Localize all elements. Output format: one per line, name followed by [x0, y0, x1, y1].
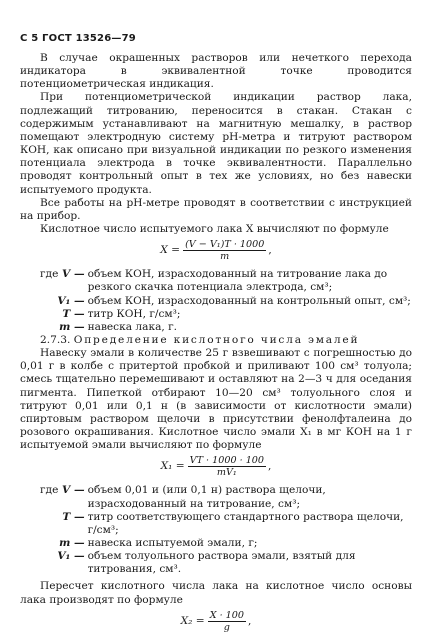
- section-heading: [20, 334, 412, 347]
- formula-numerator: VT · 1000 · 100: [189, 455, 265, 467]
- definition-text: навеска лака, г.: [87, 320, 178, 333]
- formula-numerator: (V − V₁)T · 1000: [185, 239, 265, 251]
- formula-lhs: X =: [160, 244, 181, 257]
- definition-symbol: m —: [59, 320, 85, 333]
- definition-where: где: [40, 484, 59, 497]
- page-header: С 5 ГОСТ 13526—79: [20, 33, 136, 44]
- definition-text: объем КОН, израсходованный на контрольный опыт, см³;: [87, 294, 411, 307]
- definition-text: титр КОН, г/см³;: [87, 307, 181, 320]
- formula-denominator: m: [220, 251, 230, 263]
- definition-symbol-text: V —: [62, 484, 85, 497]
- definition-symbol: T —: [62, 510, 85, 523]
- formula-lhs: X₂ =: [180, 614, 205, 627]
- paragraph-acid-number-lacquer: Кислотное число испытуемого лака X вычисляют по формуле: [40, 223, 389, 236]
- formula-acid-number-lacquer: [20, 239, 412, 262]
- formula-fraction: [183, 239, 266, 262]
- definition-symbol: m —: [59, 537, 85, 549]
- definition-symbol: T —: [62, 307, 85, 320]
- paragraph-colored-solutions: В случае окрашенных растворов или нечеткого перехода индикатора в эквивалентной точке проводится потенциометрическая индикация.: [20, 52, 412, 91]
- formula-tail: ,: [268, 460, 272, 473]
- definitions-enamel: [40, 484, 412, 576]
- definition-symbol: V₁ —: [57, 550, 85, 563]
- definition-symbol: [40, 484, 85, 497]
- paragraph-potentiometric: При потенциометрической индикации раствор лака, подлежащий титрованию, переносится в стакан. Стакан с содержимым устанавливают на магнитную мешалку, в раствор помещают электродную систему рН-метра и титруют раствором КОН, как описано при визуальной индикации по резкого изменения потенциала электрода в точке эквивалентности. Параллельно проводят контрольный опыт в тех же условиях, но без навески испытуемого продукта.: [20, 91, 412, 196]
- definition-symbol: V₁ —: [57, 294, 85, 307]
- paragraph-ph-meter: Все работы на рН-метре проводят в соответствии с инструкцией на прибор.: [20, 196, 412, 222]
- definition-text: объем толуольного раствора эмали, взятый для титрования, см³.: [87, 550, 356, 576]
- definition-text: объем 0,01 и (или 0,1 н) раствора щелочи, израсходованный на титрование, см³;: [87, 484, 326, 510]
- formula-fraction: [208, 610, 246, 633]
- paragraph-recalculation: Пересчет кислотного числа лака на кислотное число основы лака производят по формуле: [20, 580, 412, 606]
- formula-tail: ,: [268, 244, 272, 257]
- formula-numerator: X · 100: [209, 609, 244, 621]
- formula-fraction: [188, 455, 266, 478]
- definitions-lacquer: [40, 268, 412, 334]
- definition-symbol: [40, 268, 85, 281]
- document-body: [20, 52, 412, 639]
- formula-lhs: X₁ =: [160, 460, 185, 473]
- definition-text: титр соответствующего стандартного раствора щелочи, г/см³;: [87, 510, 404, 536]
- section-number: 2.7.3.: [40, 333, 71, 346]
- definition-text: объем КОН, израсходованный на титрование лака до резкого скачка потенциала электрода, см³;: [87, 268, 388, 294]
- paragraph-enamel-procedure: Навеску эмали в количестве 25 г взвешивают с погрешностью до 0,01 г в колбе с притертой пробкой и приливают 100 см³ толуола; смесь тщательно перемешивают и оставляют на 2—3 ч для оседания пигмента. Пипеткой отбирают 10—20 см³ толуольного слоя и титруют 0,01 или 0,1 н (в зависимости от кислотности эмали) спиртовым раствором щелочи в присутствии фенолфталеина до розового окрашивания. Кислотное число эмали X₁ в мг КОН на 1 г испытуемой эмали вычисляют по формуле: [20, 347, 412, 452]
- formula-denominator: mV₁: [216, 467, 237, 479]
- section-title: Определение кислотного числа эмалей: [73, 333, 360, 346]
- definition-where: где: [40, 268, 59, 281]
- formula-acid-number-base: [20, 610, 412, 633]
- formula-denominator: g: [223, 621, 230, 633]
- formula-tail: ,: [247, 614, 252, 627]
- formula-acid-number-enamel: [20, 455, 412, 478]
- definition-symbol-text: V —: [62, 268, 85, 281]
- definition-text: навеска испытуемой эмали, г;: [87, 537, 258, 549]
